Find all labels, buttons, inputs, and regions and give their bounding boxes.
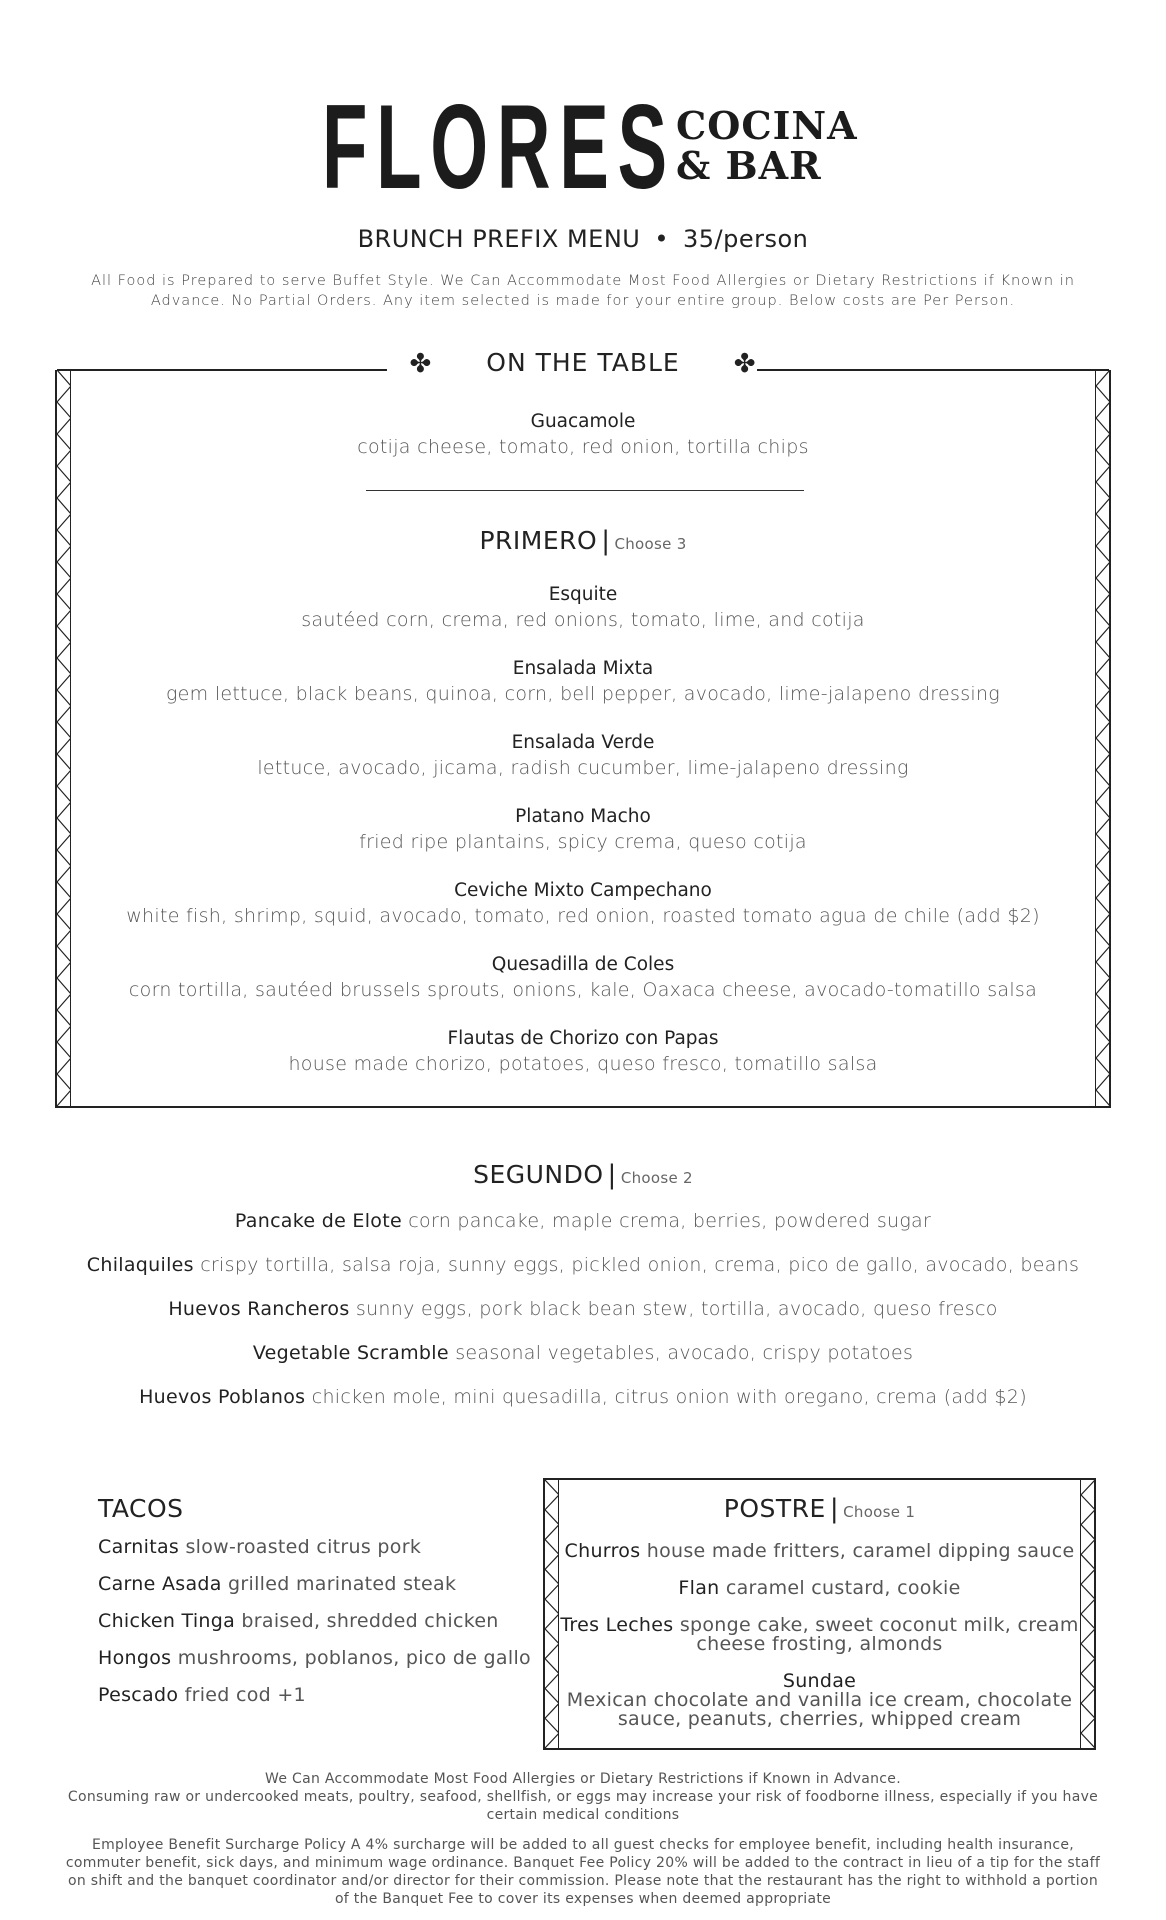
- title-bar: |: [601, 526, 611, 556]
- intro-text: All Food is Prepared to serve Buffet Style. We Can Accommodate Most Food Allergies or Dietary Restrictions if Known in Advance. No Partial Orders. Any item selected is made for your entire group. Below costs are Per Person.: [91, 273, 1075, 309]
- tacos-title: TACOS: [98, 1494, 184, 1523]
- postre-content: [559, 1494, 1080, 1729]
- postre-item: [559, 1616, 1080, 1654]
- footer-raw-warning: Consuming raw or undercooked meats, poultry, seafood, shellfish, or eggs may increase your risk of foodborne illness, especially if you have certain medical conditions: [67, 1789, 1099, 1823]
- postre-item: [559, 1672, 1080, 1729]
- item-name: Guacamole: [530, 411, 636, 432]
- item-desc: crispy tortilla, salsa roja, sunny eggs, pickled onion, crema, pico de gallo, avocado, beans: [200, 1254, 1080, 1276]
- segundo-heading: [0, 1160, 1166, 1190]
- tacos-section: [98, 1494, 538, 1708]
- footer-allergy: We Can Accommodate Most Food Allergies or Dietary Restrictions if Known in Advance.: [265, 1771, 901, 1787]
- item-name: Quesadilla de Coles: [491, 954, 675, 975]
- item-desc: corn tortilla, sautéed brussels sprouts, onions, kale, Oaxaca cheese, avocado-tomatillo salsa: [128, 979, 1038, 1001]
- item-desc: sautéed corn, crema, red onions, tomato, lime, and cotija: [301, 609, 865, 631]
- brand-tagline-line2: & BAR: [676, 143, 822, 188]
- title-bar: |: [607, 1160, 617, 1190]
- item-desc: Mexican chocolate and vanilla ice cream, chocolate sauce, peanuts, cherries, whipped cream: [566, 1689, 1073, 1730]
- item-name: Esquite: [548, 584, 618, 605]
- segundo-item: [0, 1340, 1166, 1366]
- flourish-left-icon: ✤: [409, 349, 433, 379]
- item-desc: white fish, shrimp, squid, avocado, tomato, red onion, roasted tomato agua de chile (add $2): [126, 905, 1040, 927]
- segundo-item: [0, 1252, 1166, 1278]
- item-name: Platano Macho: [515, 806, 651, 827]
- postre-frame: [543, 1478, 1096, 1750]
- menu-price: 35/person: [683, 225, 809, 253]
- item-name: Churros: [564, 1540, 641, 1562]
- postre-heading: [559, 1494, 1080, 1524]
- menu-title-text: BRUNCH PREFIX MENU: [357, 225, 641, 253]
- item-name: Flautas de Chorizo con Papas: [447, 1028, 719, 1049]
- item-desc: seasonal vegetables, avocado, crispy potatoes: [455, 1342, 914, 1364]
- on-the-table-title: ON THE TABLE: [486, 348, 680, 377]
- item-name: Pancake de Elote: [234, 1210, 402, 1232]
- segundo-title: SEGUNDO: [473, 1160, 604, 1189]
- table-primero-frame: [55, 348, 1111, 1108]
- item-name: Ensalada Verde: [511, 732, 655, 753]
- item-desc: fried cod +1: [184, 1684, 306, 1706]
- menu-item: [57, 879, 1109, 929]
- item-desc: caramel custard, cookie: [725, 1577, 961, 1599]
- section-divider: [366, 490, 804, 491]
- segundo-choose: Choose 2: [620, 1169, 693, 1187]
- title-bar: |: [829, 1494, 840, 1524]
- footer-policy: Employee Benefit Surcharge Policy A 4% surcharge will be added to all guest checks for employee benefit, including health insurance, commuter benefit, sick days, and minimum wage ordinance. Banquet Fee Policy 20% will be added to the contract in lieu of a tip for the staff on shift and the banquet coordinator and/or director for their commission. Please note that the restaurant has the right to withhold a portion of the Banquet Fee to cover its expenses when deemed appropriate: [65, 1837, 1101, 1907]
- primero-choose: Choose 3: [614, 535, 687, 553]
- taco-item: [98, 1682, 538, 1708]
- menu-title: [0, 225, 1166, 253]
- item-desc: fried ripe plantains, spicy crema, queso cotija: [359, 831, 807, 853]
- taco-item: [98, 1608, 538, 1634]
- item-desc: slow-roasted citrus pork: [185, 1536, 422, 1558]
- primero-heading: [57, 526, 1109, 556]
- brand-tagline: [676, 103, 858, 188]
- postre-item: [559, 1542, 1080, 1561]
- primero-title: PRIMERO: [479, 526, 598, 555]
- item-desc: house made fritters, caramel dipping sauce: [646, 1540, 1075, 1562]
- segundo-section: [0, 1160, 1166, 1410]
- brand-name: FLORES: [322, 80, 676, 214]
- title-separator: •: [654, 225, 669, 253]
- segundo-item: [0, 1296, 1166, 1322]
- menu-item: [57, 805, 1109, 855]
- item-desc: lettuce, avocado, jicama, radish cucumber, lime-jalapeno dressing: [257, 757, 909, 779]
- postre-choose: Choose 1: [843, 1503, 916, 1521]
- item-name: Flan: [678, 1577, 720, 1599]
- item-name: Sundae: [782, 1670, 857, 1692]
- item-name: Ceviche Mixto Campechano: [454, 880, 712, 901]
- menu-item: [57, 1027, 1109, 1077]
- menu-item: [57, 731, 1109, 781]
- brand-tagline-line1: COCINA: [676, 103, 858, 148]
- menu-item: [57, 953, 1109, 1003]
- item-name: Huevos Poblanos: [139, 1386, 306, 1408]
- item-desc: cotija cheese, tomato, red onion, tortilla chips: [357, 436, 809, 458]
- taco-item: [98, 1571, 538, 1597]
- flourish-right-icon: ✤: [733, 349, 757, 379]
- item-desc: braised, shredded chicken: [241, 1610, 499, 1632]
- postre-item: [559, 1579, 1080, 1598]
- segundo-item: [0, 1208, 1166, 1234]
- item-name: Carnitas: [98, 1536, 180, 1558]
- item-desc: mushrooms, poblanos, pico de gallo: [177, 1647, 531, 1669]
- item-desc: grilled marinated steak: [228, 1573, 457, 1595]
- item-desc: gem lettuce, black beans, quinoa, corn, bell pepper, avocado, lime-jalapeno dressing: [165, 683, 1001, 705]
- segundo-item: [0, 1384, 1166, 1410]
- logo: [0, 80, 1166, 214]
- item-desc: chicken mole, mini quesadilla, citrus onion with oregano, crema (add $2): [311, 1386, 1027, 1408]
- menu-item: [57, 410, 1109, 460]
- item-name: Hongos: [98, 1647, 172, 1669]
- on-the-table-heading: [57, 348, 1109, 379]
- menu-item: [57, 583, 1109, 633]
- item-name: Vegetable Scramble: [252, 1342, 449, 1364]
- menu-item: [57, 657, 1109, 707]
- item-desc: sunny eggs, pork black bean stew, tortilla, avocado, queso fresco: [355, 1298, 998, 1320]
- item-name: Pescado: [98, 1684, 179, 1706]
- item-desc: house made chorizo, potatoes, queso fresco, tomatillo salsa: [288, 1053, 878, 1075]
- item-name: Tres Leches: [560, 1614, 674, 1636]
- border-pattern-right: [1080, 1480, 1094, 1748]
- border-pattern-left: [545, 1480, 559, 1748]
- item-desc: sponge cake, sweet coconut milk, cream cheese frosting, almonds: [679, 1614, 1079, 1655]
- item-name: Chilaquiles: [86, 1254, 194, 1276]
- taco-item: [98, 1534, 538, 1560]
- item-name: Ensalada Mixta: [512, 658, 654, 679]
- taco-item: [98, 1645, 538, 1671]
- item-name: Carne Asada: [98, 1573, 222, 1595]
- item-desc: corn pancake, maple crema, berries, powdered sugar: [408, 1210, 932, 1232]
- item-name: Chicken Tinga: [98, 1610, 236, 1632]
- item-name: Huevos Rancheros: [168, 1298, 350, 1320]
- postre-title: POSTRE: [723, 1494, 826, 1523]
